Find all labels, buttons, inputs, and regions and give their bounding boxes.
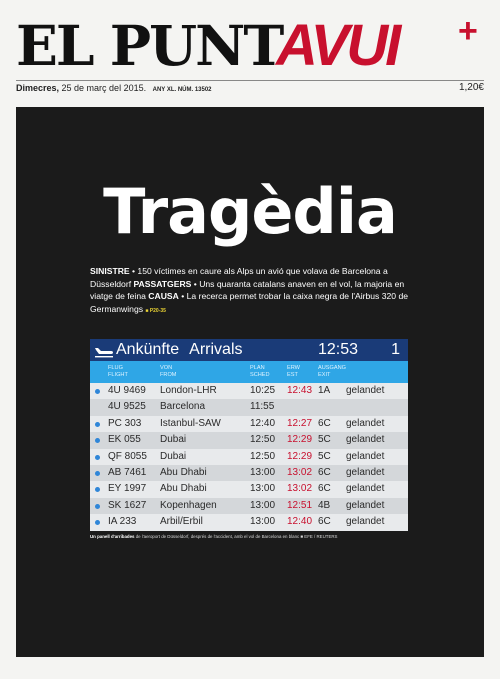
caption-credit: ■ EFE / REUTERS: [300, 534, 338, 539]
keyword-passatgers: PASSATGERS: [133, 278, 192, 289]
page-reference: ■ P20-35: [145, 307, 166, 314]
board-row: [90, 449, 408, 465]
board-cell-est: 13:02: [287, 466, 313, 478]
board-cell-sched: 13:00: [250, 499, 276, 511]
board-cell-sched: 11:55: [250, 401, 275, 413]
status-dot-icon: [95, 504, 100, 509]
status-dot-icon: [95, 455, 100, 460]
board-cell-flight: 4U 9525: [108, 401, 146, 413]
board-header-0: [108, 365, 128, 379]
board-title-bar: [90, 339, 408, 361]
masthead-plus: +: [458, 12, 478, 50]
board-row: [90, 465, 408, 481]
board-title-de: Ankünfte: [116, 341, 180, 358]
board-cell-flight: IA 233: [108, 516, 137, 528]
board-rows: [90, 383, 408, 531]
board-header-label-en: FROM: [160, 372, 177, 378]
board-clock: 12:53: [318, 341, 359, 358]
board-header-label-de: AUSGANG: [318, 365, 346, 371]
board-cell-est: 12:40: [287, 516, 313, 528]
cover-panel: [16, 107, 484, 657]
arrivals-board-photo: [90, 339, 408, 531]
board-cell-flight: 4U 9469: [108, 385, 146, 396]
headline: Tragèdia: [103, 175, 397, 248]
board-title: [116, 340, 243, 360]
caption-lead: Un panell d'arribades: [90, 534, 135, 539]
board-cell-est: 12:27: [287, 417, 313, 429]
caption-text: de l'aeroport de Düsseldorf, després de l'accident, amb el vol de Barcelona en blanc: [134, 534, 301, 539]
board-row: [90, 432, 408, 448]
summary-sentence-3: • La recerca permet trobar la caixa negra de l'Airbus 320 de Germanwings: [90, 291, 409, 314]
board-cell-status: gelandet: [346, 450, 385, 462]
photo-caption: [90, 534, 420, 539]
price: 1,20€: [458, 82, 484, 93]
dateline-day: Dimecres,: [16, 83, 60, 93]
status-dot-icon: [95, 438, 100, 443]
board-page-number: 1: [391, 341, 400, 358]
dateline-date: 25 de març del 2015.: [59, 83, 147, 93]
board-cell-sched: 12:50: [250, 434, 276, 446]
board-header-3: [287, 365, 300, 379]
board-cell-exit: 5C: [318, 450, 331, 462]
board-cell-from: Barcelona: [160, 401, 206, 413]
status-dot-icon: [95, 520, 100, 525]
summary-text: [90, 265, 420, 317]
board-cell-exit: 4B: [318, 499, 331, 511]
board-header-2: [250, 365, 270, 379]
board-cell-from: Istanbul-SAW: [160, 417, 221, 429]
board-row: [90, 481, 408, 497]
board-header-label-en: EXIT: [318, 372, 331, 378]
board-cell-status: gelandet: [346, 385, 385, 396]
board-cell-status: gelandet: [346, 516, 385, 528]
board-cell-flight: PC 303: [108, 417, 142, 429]
board-cell-exit: 6C: [318, 516, 331, 528]
board-cell-status: gelandet: [346, 466, 385, 478]
board-header-label-de: PLAN: [250, 365, 265, 371]
board-cell-sched: 12:50: [250, 450, 276, 462]
board-header-label-de: FLUG: [108, 365, 123, 371]
board-cell-from: Abu Dhabi: [160, 483, 207, 495]
masthead-el-punt: EL PUNT: [16, 13, 283, 78]
status-dot-icon: [95, 487, 100, 492]
keyword-causa: CAUSA: [148, 291, 179, 301]
board-header-4: [318, 365, 346, 379]
board-cell-flight: QF 8055: [108, 450, 147, 462]
board-cell-est: 12:29: [287, 450, 313, 462]
board-cell-from: Kopenhagen: [160, 499, 217, 511]
board-cell-exit: 6C: [318, 417, 331, 429]
board-cell-est: 13:02: [287, 483, 313, 495]
board-cell-from: Arbil/Erbil: [160, 516, 203, 528]
board-cell-from: London-LHR: [160, 385, 217, 396]
board-cell-flight: AB 7461: [108, 466, 147, 478]
board-cell-status: gelandet: [346, 483, 385, 495]
board-cell-flight: SK 1627: [108, 499, 147, 511]
summary-sentence-1: • 150 víctimes en caure als Alps un avió que volava de Barcelona a Düsseldorf: [90, 266, 388, 289]
masthead: [16, 14, 484, 78]
dateline: [16, 80, 484, 95]
board-row: [90, 514, 408, 530]
dateline-issue: ANY XL. NÚM. 13502: [152, 87, 212, 93]
board-header-label-en: FLIGHT: [108, 372, 128, 378]
board-cell-sched: 13:00: [250, 516, 276, 528]
board-cell-est: 12:43: [287, 385, 313, 396]
board-row: [90, 399, 408, 415]
board-cell-sched: 13:00: [250, 483, 276, 495]
board-cell-exit: 5C: [318, 434, 331, 446]
board-header-label-en: SCHED: [250, 372, 270, 378]
board-cell-from: Dubai: [160, 434, 187, 446]
board-column-headers: [90, 361, 408, 383]
status-dot-icon: [95, 471, 100, 476]
board-cell-sched: 12:40: [250, 417, 276, 429]
masthead-avui: AVUI: [276, 13, 399, 78]
board-cell-status: gelandet: [346, 434, 385, 446]
board-cell-est: 12:51: [287, 499, 313, 511]
board-cell-exit: 6C: [318, 466, 331, 478]
board-cell-status: gelandet: [346, 499, 385, 511]
board-header-label-de: VON: [160, 365, 173, 371]
keyword-sinistre: SINISTRE: [90, 266, 130, 276]
board-cell-sched: 13:00: [250, 466, 276, 478]
board-title-en: Arrivals: [189, 341, 243, 358]
status-dot-icon: [95, 389, 100, 394]
summary-sentence-2: • Uns quaranta catalans anaven en el vol, la majoria en viatge de feina: [90, 278, 405, 301]
board-cell-flight: EY 1997: [108, 483, 147, 495]
board-cell-exit: 1A: [318, 385, 331, 396]
status-dot-icon: [95, 422, 100, 427]
board-cell-est: 12:29: [287, 434, 313, 446]
board-header-1: [160, 365, 176, 379]
board-header-label-en: EST: [287, 372, 298, 378]
board-row: [90, 416, 408, 432]
board-cell-flight: EK 055: [108, 434, 141, 446]
board-cell-sched: 10:25: [250, 385, 276, 396]
board-row: [90, 383, 408, 399]
board-row: [90, 498, 408, 514]
board-cell-exit: 6C: [318, 483, 331, 495]
board-cell-from: Abu Dhabi: [160, 466, 207, 478]
plane-landing-icon: [94, 342, 114, 358]
board-cell-status: gelandet: [346, 417, 385, 429]
board-header-label-de: ERW: [287, 365, 300, 371]
board-cell-from: Dubai: [160, 450, 187, 462]
